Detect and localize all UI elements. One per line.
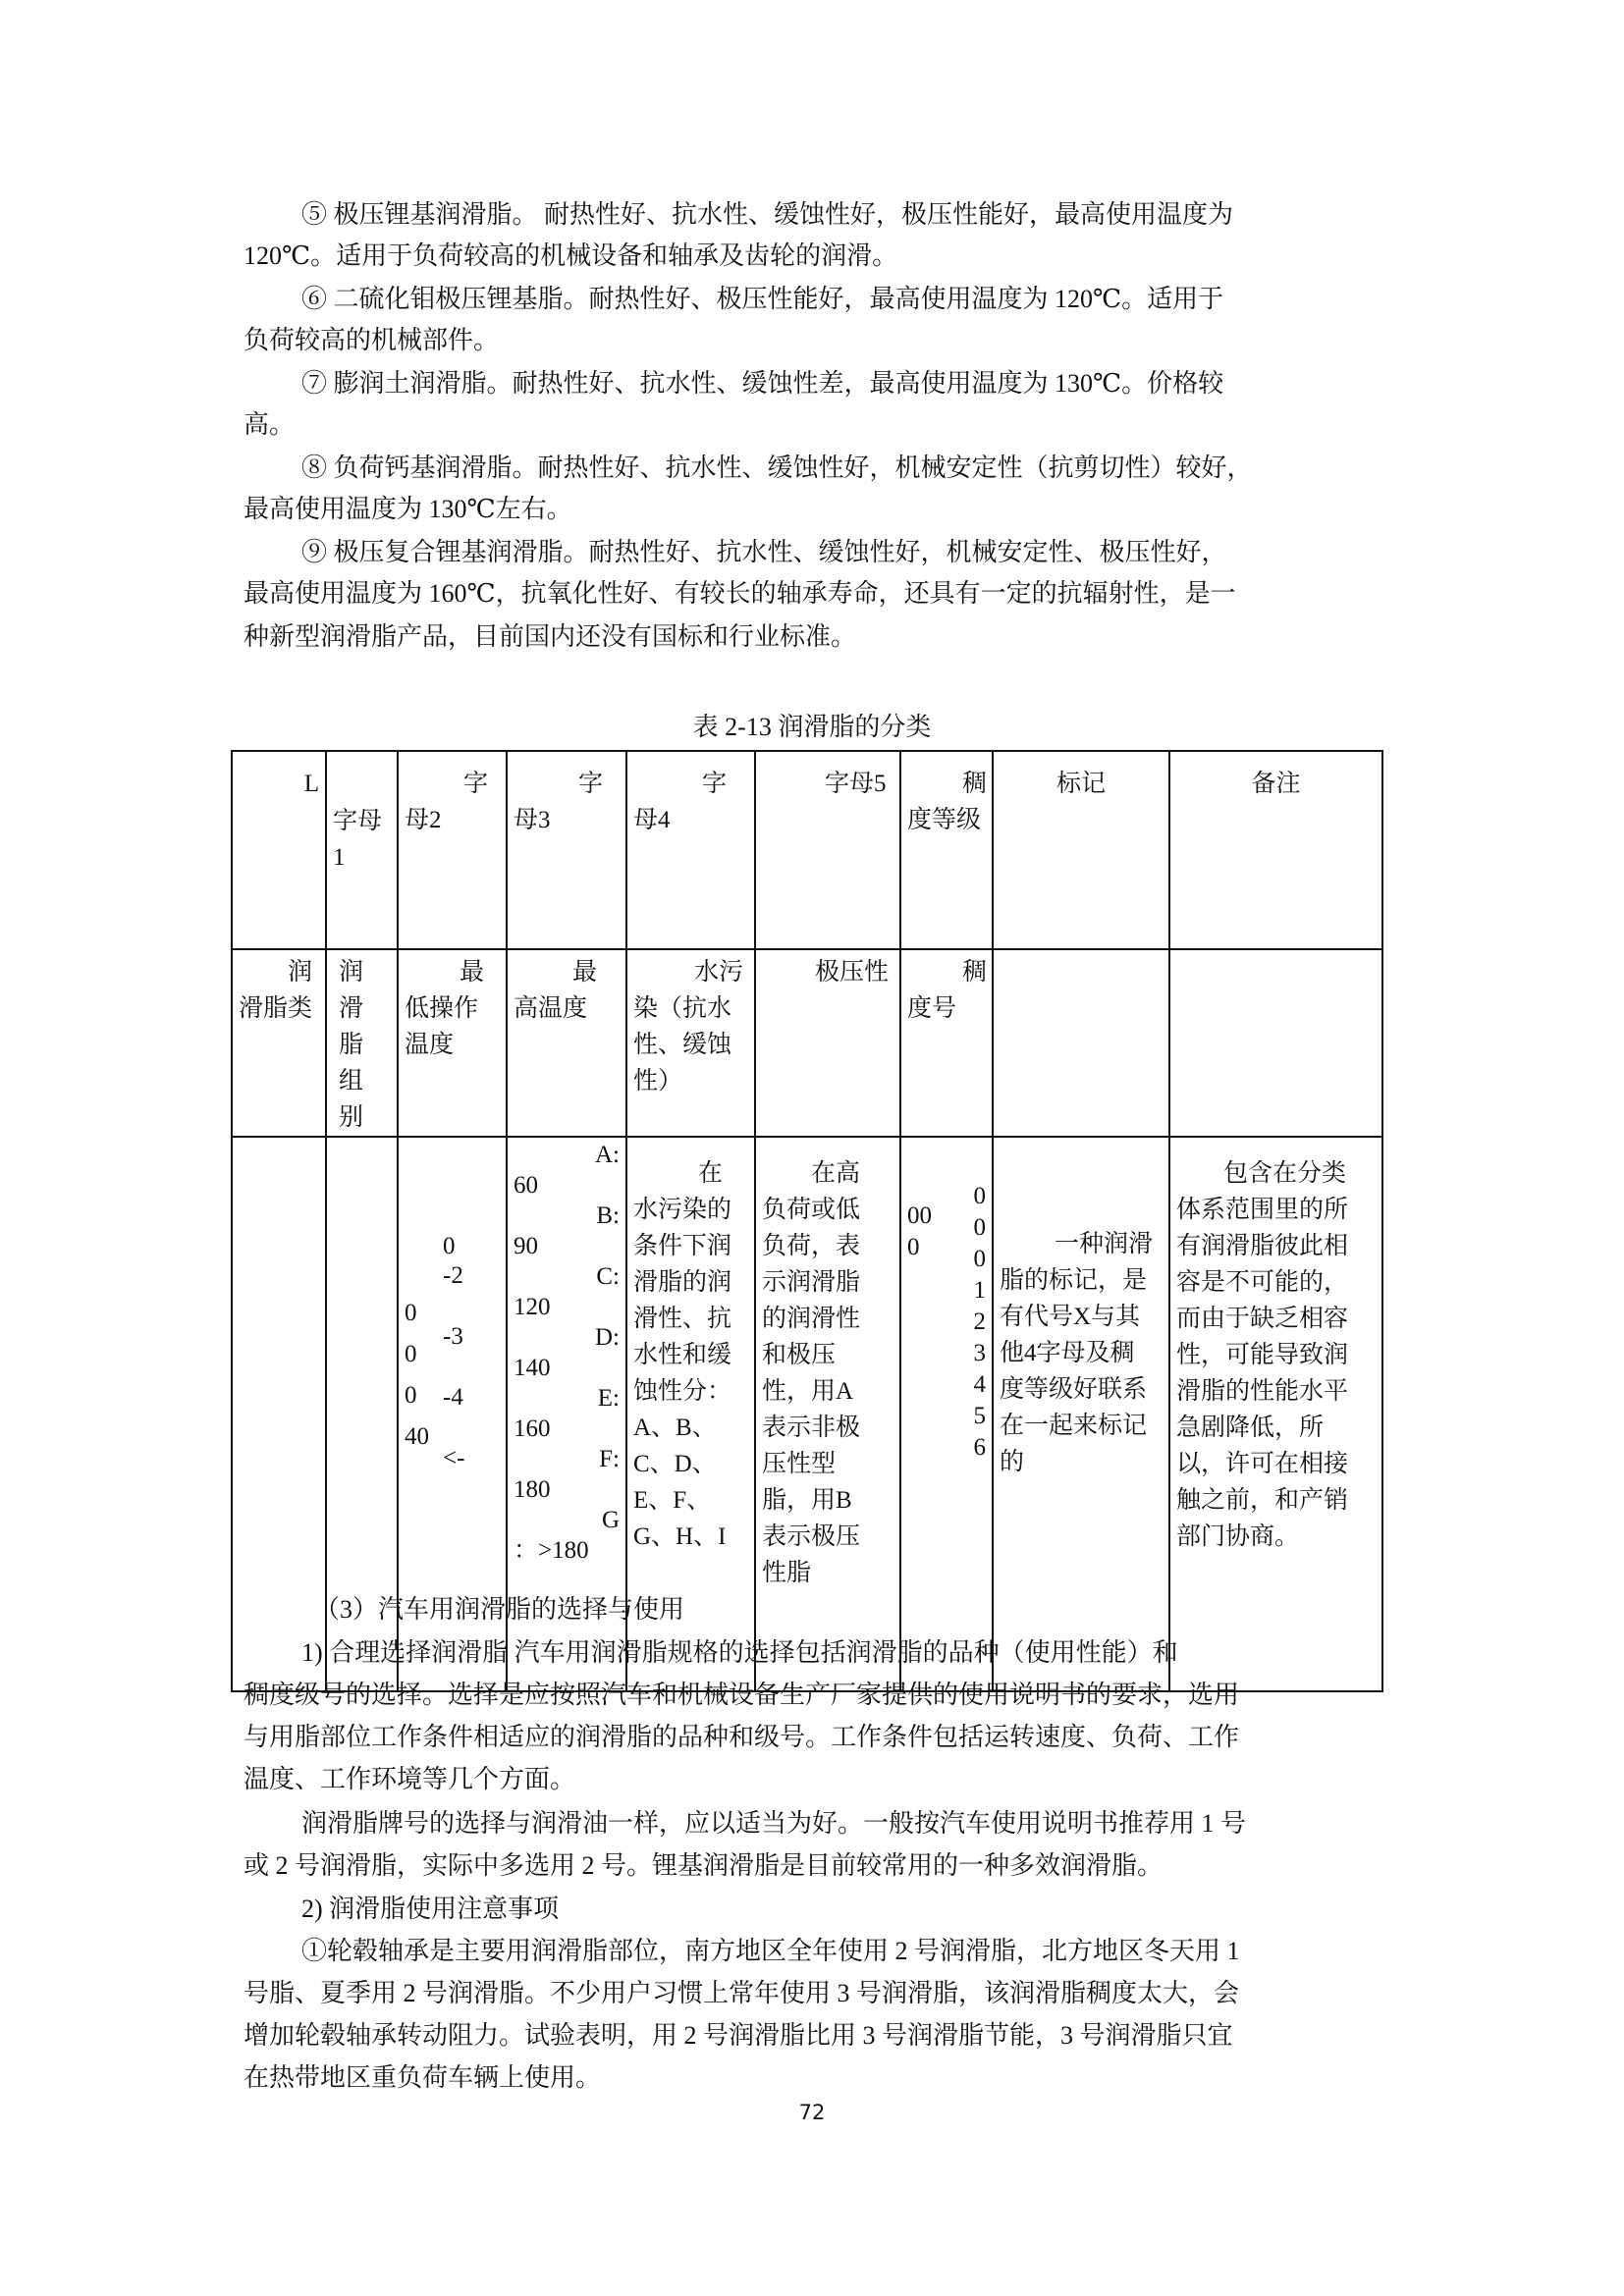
header-cell: 备注	[1169, 751, 1382, 949]
grease-classification-table	[231, 750, 1383, 1692]
max-temp-letter: F:	[599, 1446, 620, 1472]
header-row-1	[232, 751, 1382, 949]
header-cell: 标记	[993, 751, 1169, 949]
table-caption: 表 2-13 润滑脂的分类	[692, 713, 932, 741]
header-row-2	[232, 949, 1382, 1137]
max-temp-value: 180	[514, 1476, 551, 1503]
para-7-line-1: ⑦ 膨润土润滑脂。耐热性好、抗水性、缓蚀性差，最高使用温度为 130℃。价格较	[301, 369, 1224, 398]
data-cell-water: 在水污染的条件下润滑脂的润滑性、抗水性和缓蚀性分：A、B、C、D、E、F、G、H、I	[626, 1137, 755, 1691]
header-cell: 字母5	[755, 751, 900, 949]
max-temp-letter: E:	[597, 1385, 620, 1412]
para-8-line-1: ⑧ 负荷钙基润滑脂。耐热性好、抗水性、缓蚀性好，机械安定性（抗剪切性）较好，	[301, 454, 1253, 482]
max-temp-letter: D:	[595, 1324, 620, 1351]
data-cell-marking: 一种润滑脂的标记，是有代号X与其他4字母及稠度等级好联系在一起来标记的	[993, 1137, 1169, 1691]
max-temp-value: 60	[514, 1172, 538, 1199]
max-temp-letter: A:	[595, 1142, 620, 1168]
header-cell: 最高温度	[507, 949, 626, 1137]
max-temp-value: 140	[514, 1355, 551, 1381]
data-cell-remarks: 包含在分类体系范围里的所有润滑脂彼此相容是不可能的，而由于缺乏相容性，可能导致润滑脂的性能水平急剧降低，所以，许可在相接触之前，和产销部门协商。	[1169, 1137, 1382, 1691]
header-cell: 字母3	[507, 751, 626, 949]
para-6-line-1: ⑥ 二硫化钼极压锂基脂。耐热性好、极压性能好，最高使用温度为 120℃。适用于	[301, 285, 1224, 313]
max-temp-list	[514, 1138, 620, 1566]
max-temp-value: 90	[514, 1233, 538, 1259]
max-temp-value: 120	[514, 1294, 551, 1320]
header-cell: 润滑脂类	[232, 949, 326, 1137]
header-cell: 字母4	[626, 751, 755, 949]
header-cell: 稠度号	[900, 949, 993, 1137]
max-temp-value: 160	[514, 1415, 551, 1442]
section-sub-2: 2) 润滑脂使用注意事项	[301, 1895, 560, 1923]
header-cell: 稠度等级	[900, 751, 993, 949]
data-cell-ep: 在高负荷或低负荷，表示润滑脂的润滑性和极压性，用A表示非极压性型脂，用B表示极压性脂	[755, 1137, 900, 1691]
para-5-line-1: ⑤ 极压锂基润滑脂。 耐热性好、抗水性、缓蚀性好，极压性能好，最高使用温度为	[301, 200, 1234, 229]
section-p2-line-2: 或 2 号润滑脂，实际中多选用 2 号。锂基润滑脂是目前较常用的一种多效润滑脂。	[244, 1851, 1164, 1880]
section-p3-line-4: 在热带地区重负荷车辆上使用。	[244, 2063, 602, 2092]
para-9-line-3: 种新型润滑脂产品，目前国内还没有国标和行业标准。	[244, 622, 857, 651]
section-p3-line-1: ①轮毂轴承是主要用润滑脂部位，南方地区全年使用 2 号润滑脂，北方地区冬天用 1	[301, 1937, 1240, 1965]
page-number: 72	[798, 2101, 826, 2124]
para-5-line-2: 120℃。适用于负荷较高的机械设备和轴承及齿轮的润滑。	[244, 241, 898, 270]
section-p1-line-2: 稠度级号的选择。选择是应按照汽车和机械设备生产厂家提供的使用说明书的要求，选用	[244, 1681, 1240, 1709]
section-heading: （3）汽车用润滑脂的选择与使用	[314, 1595, 685, 1624]
section-p2-line-1: 润滑脂牌号的选择与润滑油一样，应以适当为好。一般按汽车使用说明书推荐用 1 号	[301, 1809, 1247, 1838]
header-cell	[993, 949, 1169, 1137]
header-cell: L	[232, 751, 326, 949]
max-temp-letter: B:	[596, 1202, 620, 1229]
min-temp-col-b: 0 -2 -3 -4 <-	[443, 1233, 465, 1471]
para-9-line-1: ⑨ 极压复合锂基润滑脂。耐热性好、抗水性、缓蚀性好，机械安定性、极压性好，	[301, 538, 1227, 566]
para-9-line-2: 最高使用温度为 160℃，抗氧化性好、有较长的轴承寿命，还具有一定的抗辐射性，是一	[244, 579, 1236, 608]
section-p1-line-3: 与用脂部位工作条件相适应的润滑脂的品种和级号。工作条件包括运转速度、负荷、工作	[244, 1723, 1240, 1751]
header-cell	[1169, 949, 1382, 1137]
consistency-col-a: 00 0	[907, 1202, 932, 1260]
consistency-col-b: 0 0 0 1 2 3 4 5 6	[973, 1183, 986, 1461]
section-p3-line-2: 号脂、夏季用 2 号润滑脂。不少用户习惯上常年使用 3 号润滑脂，该润滑脂稠度太大，会	[244, 1979, 1240, 2007]
header-cell: 极压性	[755, 949, 900, 1137]
header-cell: 最低操作温度	[398, 949, 507, 1137]
data-cell-class	[232, 1137, 326, 1691]
section-p1-line-1: 1) 合理选择润滑脂 汽车用润滑脂规格的选择包括润滑脂的品种（使用性能）和	[301, 1638, 1178, 1667]
para-8-line-2: 最高使用温度为 130℃左右。	[244, 495, 572, 523]
header-cell: 字母2	[398, 751, 507, 949]
para-6-line-2: 负荷较高的机械部件。	[244, 326, 500, 354]
data-cell-consistency	[900, 1137, 993, 1691]
header-cell: 润滑脂组别	[326, 949, 398, 1137]
max-temp-value: ：>180	[514, 1537, 589, 1564]
section-p3-line-3: 增加轮毂轴承转动阻力。试验表明，用 2 号润滑脂比用 3 号润滑脂节能，3 号润滑脂只宜	[244, 2021, 1233, 2050]
para-7-line-2: 高。	[244, 410, 296, 439]
header-cell: 字母1	[326, 751, 398, 949]
max-temp-letter: C:	[596, 1263, 620, 1290]
section-p1-line-4: 温度、工作环境等几个方面。	[244, 1765, 576, 1793]
max-temp-letter: G	[601, 1507, 620, 1533]
min-temp-col-a: 0 0 0 40	[405, 1300, 429, 1450]
header-cell: 水污染（抗水性、缓蚀性）	[626, 949, 755, 1137]
